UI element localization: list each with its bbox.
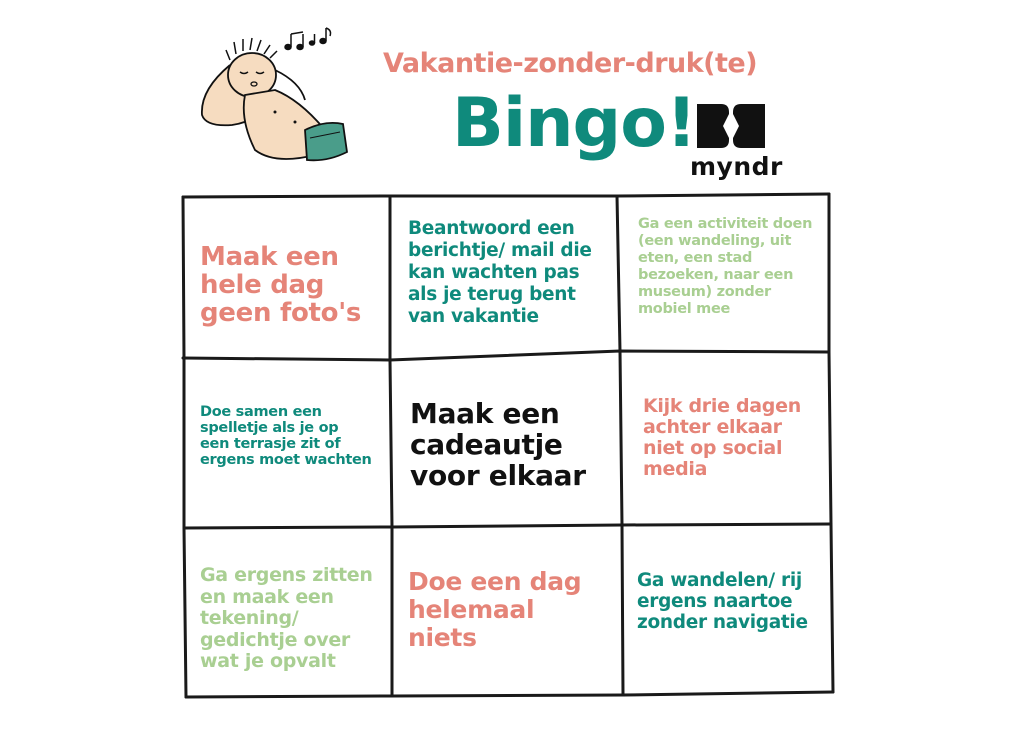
bingo-cell-4: Doe samen een spelletje als je op een terrasje zit of ergens moet wachten: [200, 404, 372, 468]
bingo-cell-6: Kijk drie dagen achter elkaar niet op social media: [643, 395, 801, 480]
bingo-cell-1: Maak een hele dag geen foto's: [200, 242, 362, 328]
bingo-cell-7: Ga ergens zitten en maak een tekening/ gedichtje over wat je opvalt: [200, 564, 373, 672]
bingo-subtitle: Vakantie-zonder-druk(te): [383, 48, 758, 79]
bingo-cell-3: Ga een activiteit doen (een wandeling, uit eten, een stad bezoeken, naar een museum) zonder mobiel mee: [638, 216, 813, 317]
bingo-title: Bingo!: [452, 84, 696, 163]
bingo-cell-2: Beantwoord een berichtje/ mail die kan wachten pas als je terug bent van vakantie: [408, 218, 592, 327]
bingo-cell-8: Doe een dag helemaal niets: [408, 567, 582, 652]
bingo-cell-5: Maak een cadeautje voor elkaar: [410, 397, 586, 492]
bingo-cell-9: Ga wandelen/ rij ergens naartoe zonder navigatie: [637, 570, 808, 633]
logo-text: myndr: [690, 152, 783, 181]
